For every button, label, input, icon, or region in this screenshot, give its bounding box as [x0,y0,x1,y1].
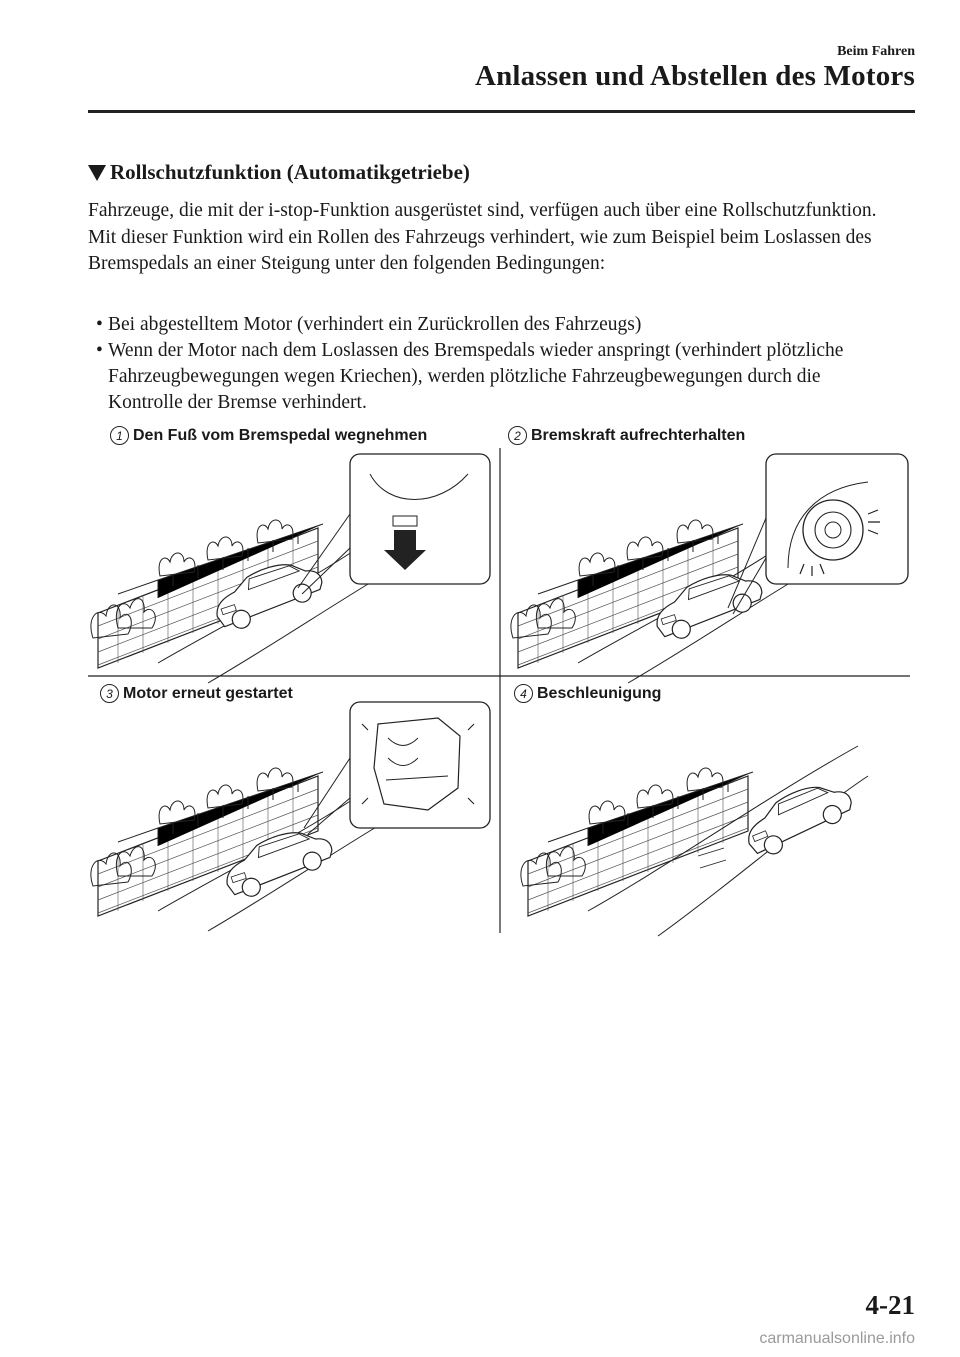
intro-paragraph: Fahrzeuge, die mit der i-stop-Funktion ausgerüstet sind, verfügen auch über eine Rollschutzfunktion. Mit dieser Funktion wird ein Rollen des Fahrzeugs verhindert, wie zum Beispiel beim Loslassen des Bremspedals an einer Steigung unter den folgenden Bedingungen: [88,200,877,274]
watermark: carmanualsonline.info [759,1330,915,1347]
list-item [96,338,890,416]
step-number-badge: 3 [100,684,119,703]
step-number-badge: 1 [110,426,129,445]
caption-text: Beschleunigung [537,684,662,702]
caption-text: Den Fuß vom Bremspedal wegnehmen [133,426,428,444]
illustration-figure [88,418,910,938]
panel-caption-2 [508,426,745,445]
section-heading [88,160,470,185]
caption-text: Motor erneut gestartet [123,684,293,702]
page-number: 4-21 [865,1290,915,1320]
section-heading-text: Rollschutzfunktion (Automatikgetriebe) [110,160,470,184]
panel-caption-4 [514,684,661,703]
list-item [96,312,890,338]
list-item-text: Bei abgestelltem Motor (verhindert ein Zurückrollen des Fahrzeugs) [108,314,642,335]
step-number-badge: 2 [508,426,527,445]
header-divider [88,110,915,113]
panel-caption-3 [100,684,293,703]
list-item-text: Wenn der Motor nach dem Loslassen des Bremspedals wieder anspringt (verhindert plötzliche Fahrzeugbewegungen wegen Kriechen), werden plötzliche Fahrzeugbewegungen durch die Kontrolle der Bremse verhindert. [108,340,844,413]
illustration-drawing [88,418,910,938]
page-title: Anlassen und Abstellen des Motors [474,60,915,92]
bullet-marker: • [96,340,103,361]
condition-list [96,312,890,416]
caption-text: Bremskraft aufrechterhalten [531,426,746,444]
chapter-label: Beim Fahren [837,44,915,59]
step-number-badge: 4 [514,684,533,703]
triangle-down-icon [88,165,106,181]
panel-caption-1 [110,426,427,445]
bullet-marker: • [96,314,103,335]
